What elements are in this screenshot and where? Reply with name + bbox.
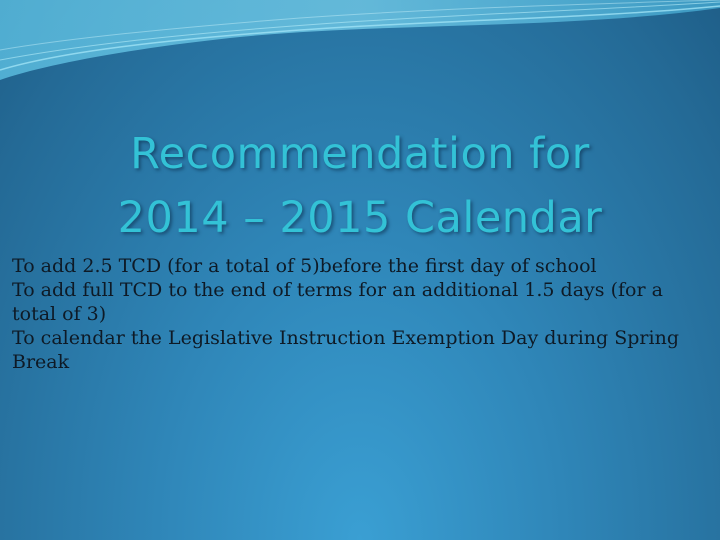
title-line-2: 2014 – 2015 Calendar bbox=[117, 193, 603, 243]
bullet-item: To add full TCD to the end of terms for an additional 1.5 days (for a total of 3) bbox=[12, 279, 663, 325]
bullet-list bbox=[12, 254, 702, 374]
slide-title bbox=[0, 122, 720, 250]
title-line-1: Recommendation for bbox=[130, 129, 590, 179]
bullet-item: To add 2.5 TCD (for a total of 5)before the first day of school bbox=[12, 255, 597, 277]
decorative-swoosh bbox=[0, 0, 720, 90]
bullet-item: To calendar the Legislative Instruction Exemption Day during Spring Break bbox=[12, 327, 679, 373]
